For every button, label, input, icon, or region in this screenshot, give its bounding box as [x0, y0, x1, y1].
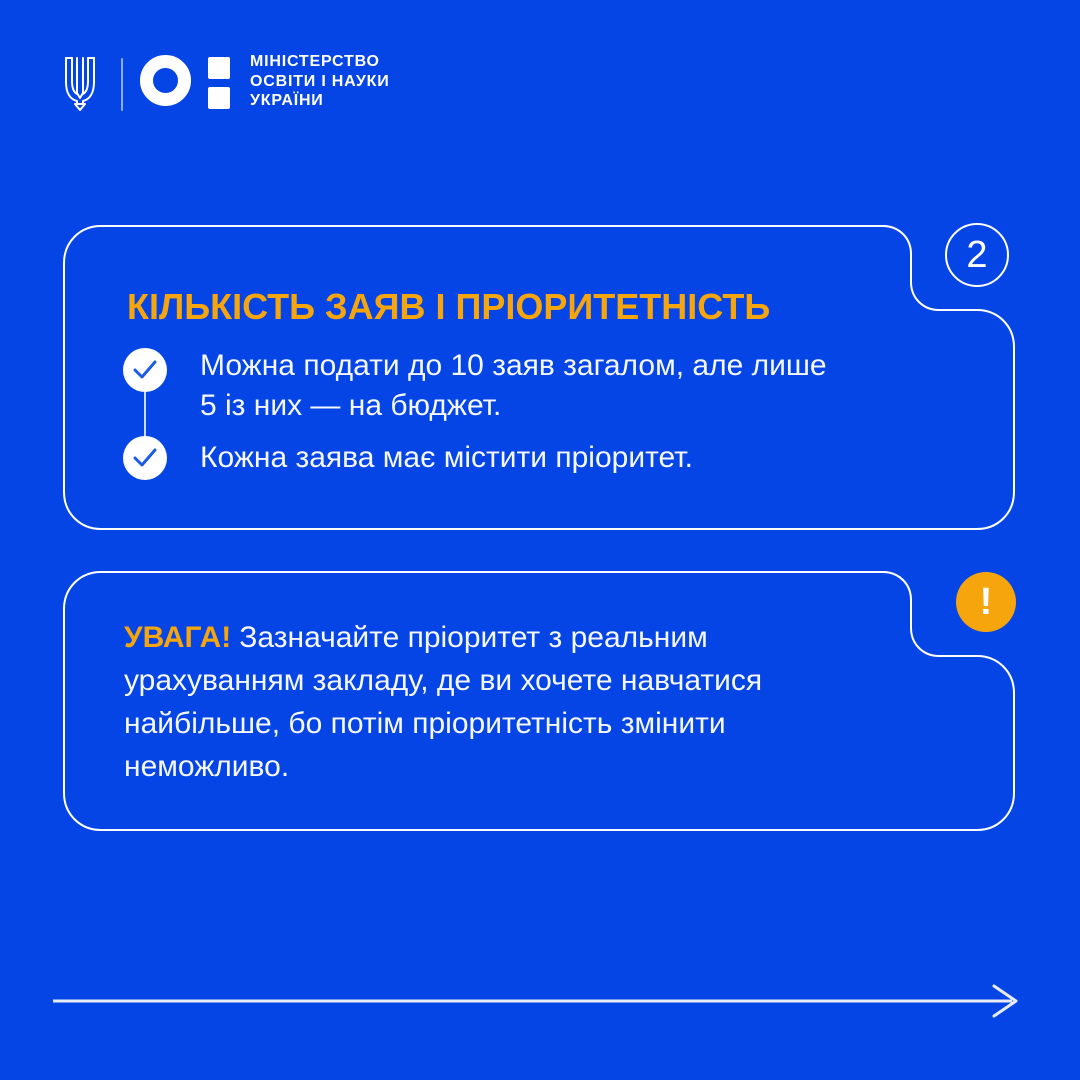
- logo-colon-square-bottom: [208, 87, 230, 109]
- card-title: КІЛЬКІСТЬ ЗАЯВ І ПРІОРИТЕТНІСТЬ: [127, 286, 771, 327]
- step-number: 2: [966, 233, 988, 276]
- checklist-connector-line: [144, 392, 146, 437]
- checklist-item: Можна подати до 10 заяв загалом, але лише 5 із них — на бюджет.: [200, 349, 827, 422]
- warning-label: УВАГА!: [124, 621, 232, 654]
- check-icon: [123, 436, 167, 480]
- exclamation-icon: [956, 572, 1016, 632]
- trident-icon: [62, 56, 98, 112]
- exclamation-mark: !: [979, 580, 993, 623]
- check-icon: [123, 348, 167, 392]
- step-number-badge: [945, 223, 1009, 287]
- checklist-item: Кожна заява має містити пріоритет.: [200, 441, 693, 474]
- warning-body: Зазначайте пріоритет з реальним урахуванням закладу, де ви хочете навчатися найбільше, бо потім пріоритетність змінити неможливо.: [124, 621, 763, 783]
- logo-colon-square-top: [208, 57, 230, 79]
- arrow-right-icon: [52, 983, 1022, 1019]
- warning-text: [124, 616, 924, 788]
- header-divider: [121, 58, 123, 111]
- logo-ring-icon: [140, 55, 191, 106]
- ministry-name: МІНІСТЕРСТВО ОСВІТИ І НАУКИ УКРАЇНИ: [250, 53, 390, 110]
